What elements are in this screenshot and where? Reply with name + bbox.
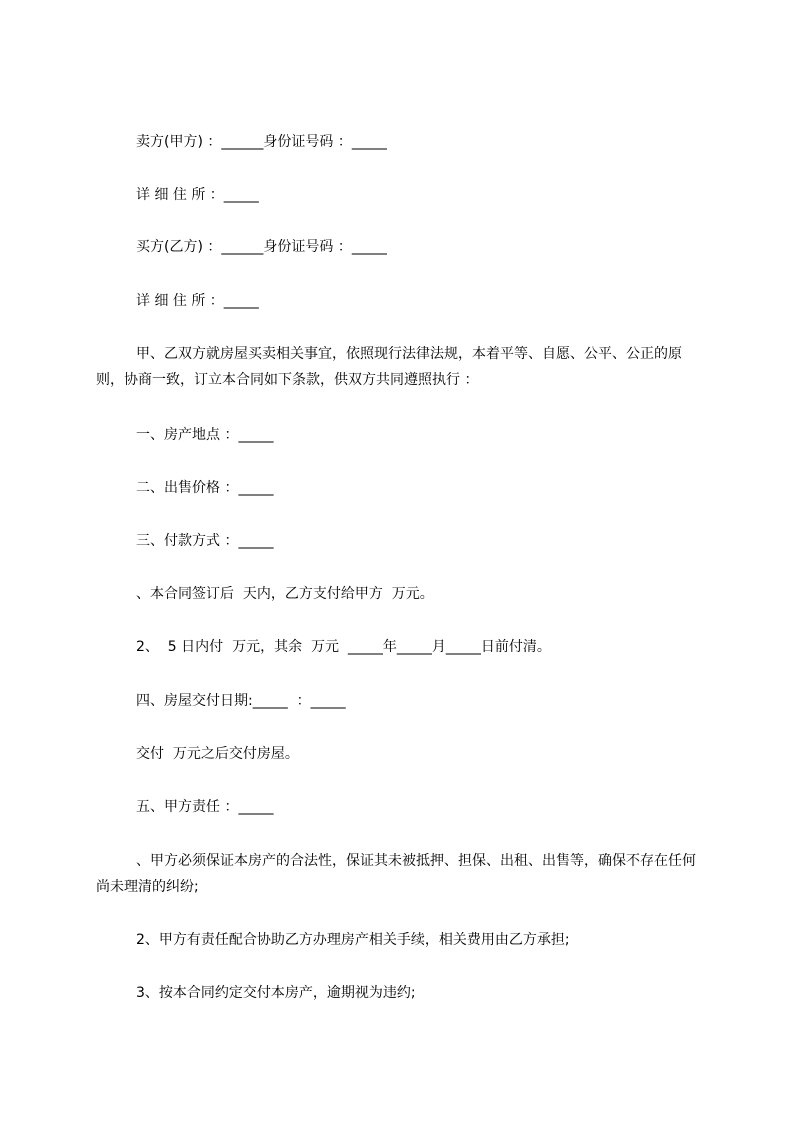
seller-line: 卖方(甲方) ：______身份证号码 ：_____ — [136, 134, 387, 150]
clause-5-seller-duty: 五、甲方责任 ：_____ — [136, 799, 274, 815]
intro-paragraph: 甲、乙双方就房屋买卖相关事宜，依照现行法律法规，本着平等、自愿、公平、公正的原则，协商一致，订立本合同如下条款，供双方共同遵照执行 ： — [96, 346, 682, 388]
clause-5-item-1: 、甲方必须保证本房产的合法性，保证其未被抵押、担保、出租、出售等，确保不存在任何尚未理清的纠纷; — [96, 853, 696, 895]
seller-address-line: 详 细 住 所 ：_____ — [136, 187, 259, 203]
clause-3-item-1: 、本合同签订后 天内，乙方支付给甲方 万元。 — [136, 586, 434, 602]
clause-5-item-3: 3、按本合同约定交付本房产，逾期视为违约; — [136, 985, 416, 1001]
clause-3-payment: 三、付款方式 ：_____ — [136, 533, 274, 549]
clause-1-location: 一、房产地点 ：_____ — [136, 427, 274, 443]
clause-4-item: 交付 万元之后交付房屋。 — [136, 746, 299, 762]
clause-2-price: 二、出售价格 ：_____ — [136, 480, 274, 496]
clause-3-item-2: 2、 5 日内付 万元，其余 万元 _____年_____月_____日前付清。 — [136, 639, 551, 655]
buyer-address-line: 详 细 住 所 ：_____ — [136, 293, 259, 309]
clause-4-delivery-date: 四、房屋交付日期:_____ ：_____ — [136, 693, 346, 709]
clause-5-item-2: 2、甲方有责任配合协助乙方办理房产相关手续，相关费用由乙方承担; — [136, 932, 570, 948]
buyer-line: 买方(乙方) ：______身份证号码 ：_____ — [136, 239, 387, 255]
